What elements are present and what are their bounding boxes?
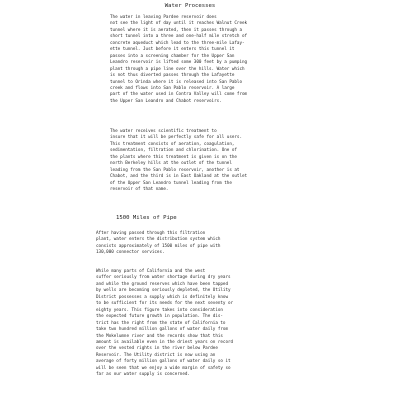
section-heading-water-processes: Water Processes (164, 3, 216, 9)
section-heading-1500-miles-of-pipe: 1500 Miles of Pipe (116, 215, 177, 221)
paragraph-filtration-plant: After having passed through this filtration plant, water enters the distribution system which consists approximately of 1500 miles of pipe with 130,000 connector services. (96, 231, 221, 256)
paragraph-water-leaving-pardee: The water in leaving Pardee reservoir does not see the light of day until it reaches Walnut Creek tunnel where it is aerated, then it passes through a short tunnel into a three and one-half mile stretch of concrete aqueduct which lead to the three-mile Lafay- ette tunnel. Just before it enters this tunnel it passes into a screening chamber for the Upper San Leandro reservoir is lifted some 300 feet by a pumping plant through a pipe line over the hills. Water which is not thus diverted passes through the Lafayette tunnel to Orinda where it is released into San Pablo creek and flows into San Pablo reservoir. A large part of the water used in Contra Valley will come from the Upper San Leandro and Chabot reservoirs. (110, 15, 248, 104)
paragraph-water-supply: While many parts of California and the west suffer seriously from water shortage during dry years and while the ground reserves which have been tapped by wells are becoming seriously depleted, the Utility District possesses a supply which is definitely know to be sufficient for its needs for the next seventy or eighty years. This figure takes into consideration the expected future growth in population. The dis- trict has the right from the state of California to take two hundred million gallons of water daily from the Mokelumne river and the records show that this amount is available even in the driest years on record over the vested rights in the river below Pardee Reservoir. The Utility district is now using an average of forty million gallons of water daily so it will be seen that we enjoy a wide margin of safety so far as our water supply is concerned. (96, 269, 234, 378)
paragraph-scientific-treatment: The water receives scientific treatment to insure that it will be perfectly safe for all users. This treatment consists of aeration, coagulation, sedimentation, filtration and chlorination. One of the plants where this treatment is given is on the north Berkeley hills at the outlet of the tunnel leading from the San Pablo reservoir, another is at Chabot, and the third is in East Oakland at the outlet of the Upper San Leandro tunnel leading from the reservoir of that name. (110, 129, 248, 193)
